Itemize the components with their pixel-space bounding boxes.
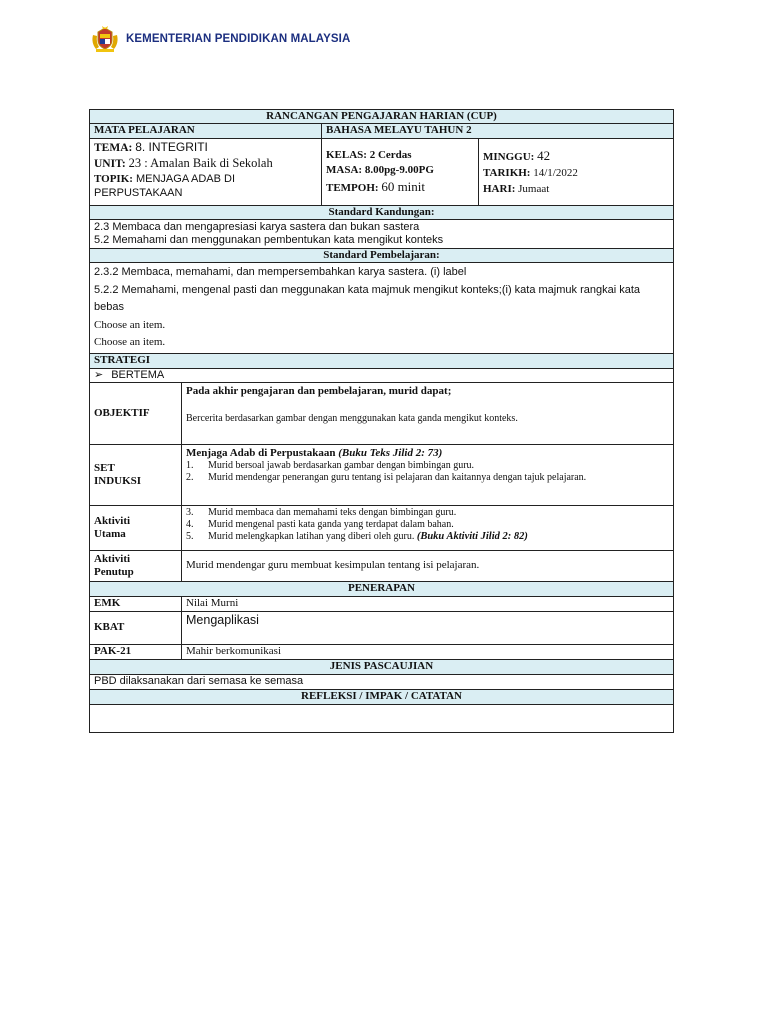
- masa-value: 8.00pg-9.00PG: [364, 163, 434, 176]
- emk-value: Nilai Murni: [182, 596, 674, 611]
- lesson-plan-table: [89, 109, 674, 733]
- set-induksi-label: [90, 444, 182, 505]
- sk-line: 5.2 Memahami dan menggunakan pembentukan kata mengikut konteks: [94, 234, 444, 246]
- subject-value: BAHASA MELAYU TAHUN 2: [322, 124, 674, 139]
- sk-heading: Standard Kandungan:: [90, 206, 674, 220]
- list-item: [186, 531, 669, 543]
- refleksi-field[interactable]: [90, 704, 674, 732]
- aktiviti-utama-content: [182, 505, 674, 550]
- refleksi-heading: REFLEKSI / IMPAK / CATATAN: [90, 689, 674, 704]
- set-induksi-content: [182, 444, 674, 505]
- choose-item-1[interactable]: Choose an item.: [94, 318, 166, 331]
- pak21-label: PAK-21: [90, 644, 182, 659]
- penutup-text: Murid mendengar guru membuat kesimpulan tentang isi pelajaran.: [182, 550, 674, 581]
- page-header: [90, 24, 350, 54]
- item-text: Murid membaca dan memahami teks dengan bimbingan guru.: [208, 506, 457, 518]
- hari-value: Jumaat: [518, 182, 550, 195]
- minggu-value: 42: [537, 147, 551, 163]
- masa-label: MASA:: [326, 163, 363, 176]
- ministry-name: KEMENTERIAN PENDIDIKAN MALAYSIA: [126, 33, 351, 45]
- penerapan-heading: PENERAPAN: [90, 581, 674, 596]
- minggu-label: MINGGU:: [483, 150, 535, 163]
- sp-heading: Standard Pembelajaran:: [90, 249, 674, 263]
- item-number: 3.: [186, 506, 194, 518]
- set-ref: (Buku Teks Jilid 2: 73): [338, 446, 443, 459]
- utama-label-line: Utama: [94, 527, 126, 540]
- item-number: 4.: [186, 518, 194, 530]
- sk-content: [90, 220, 674, 249]
- aktiviti-utama-label: [90, 505, 182, 550]
- class-time-cell: [322, 139, 479, 206]
- utama-list: [186, 507, 669, 543]
- sp-line: 5.2.2 Memahami, mengenal pasti dan meggunakan kata majmuk mengikut konteks;(i) kata majmuk rangkai kata bebas: [94, 283, 640, 313]
- item-text: Murid mengenal pasti kata ganda yang terdapat dalam bahan.: [208, 518, 454, 530]
- kbat-label: KBAT: [90, 611, 182, 644]
- tema-label: TEMA:: [94, 142, 133, 154]
- objektif-label: OBJEKTIF: [90, 382, 182, 444]
- malaysia-coat-of-arms-icon: [90, 25, 120, 53]
- list-item: [186, 460, 669, 472]
- pascaujian-value: PBD dilaksanakan dari semasa ke semasa: [90, 674, 674, 689]
- subject-label: MATA PELAJARAN: [90, 124, 322, 139]
- aktiviti-penutup-label: [90, 550, 182, 581]
- emk-label: EMK: [90, 596, 182, 611]
- sk-line: 2.3 Membaca dan mengapresiasi karya sastera dan bukan sastera: [94, 221, 420, 233]
- item-text: Murid mendengar penerangan guru tentang isi pelajaran dan kaitannya dengan tajuk pelajaran.: [208, 471, 587, 483]
- item-text: Murid melengkapkan latihan yang diberi oleh guru.: [208, 530, 415, 542]
- objektif-content: [182, 382, 674, 444]
- choose-item-2[interactable]: Choose an item.: [94, 336, 166, 348]
- kbat-value: Mengaplikasi: [182, 611, 674, 644]
- tempoh-label: TEMPOH:: [326, 181, 379, 194]
- aktiviti-label-line: Aktiviti: [94, 552, 131, 565]
- plan-title: RANCANGAN PENGAJARAN HARIAN (CUP): [90, 110, 674, 124]
- list-item: [186, 507, 669, 519]
- tempoh-value: 60 minit: [381, 178, 426, 194]
- list-item: [186, 519, 669, 531]
- hari-label: HARI:: [483, 182, 516, 195]
- tarikh-value: 14/1/2022: [533, 166, 578, 179]
- week-date-day-cell: [479, 139, 674, 206]
- kelas-label: KELAS:: [326, 148, 367, 161]
- item-number: 5.: [186, 530, 194, 542]
- topik-value: MENJAGA ADAB DI PERPUSTAKAAN: [94, 173, 236, 199]
- set-heading: Menjaga Adab di Perpustakaan: [186, 446, 336, 459]
- tema-value: 8. INTEGRITI: [135, 140, 208, 154]
- aktiviti-label-line: Aktiviti: [94, 514, 131, 527]
- penutup-label-line: Penutup: [94, 565, 134, 578]
- item-ref: (Buku Aktiviti Jilid 2: 82): [416, 530, 528, 542]
- objektif-intro: Pada akhir pengajaran dan pembelajaran, murid dapat;: [186, 384, 452, 397]
- unit-label: UNIT:: [94, 158, 126, 170]
- list-item: [186, 472, 669, 484]
- set-label-line: SET: [94, 461, 115, 474]
- unit-value: 23 : Amalan Baik di Sekolah: [128, 156, 273, 170]
- kelas-value: 2 Cerdas: [369, 148, 412, 161]
- arrow-bullet-icon: ➢: [94, 368, 104, 381]
- set-list: [186, 460, 669, 484]
- sp-line: 2.3.2 Membaca, memahami, dan mempersembahkan karya sastera. (i) label: [94, 266, 467, 278]
- pascaujian-heading: JENIS PASCAUJIAN: [90, 659, 674, 674]
- topik-label: TOPIK:: [94, 173, 133, 185]
- induksi-label-line: INDUKSI: [94, 474, 142, 487]
- item-text: Murid bersoal jawab berdasarkan gambar dengan bimbingan guru.: [208, 459, 475, 471]
- objektif-text: Bercerita berdasarkan gambar dengan menggunakan kata ganda mengikut konteks.: [186, 412, 518, 424]
- pak21-value: Mahir berkomunikasi: [182, 644, 674, 659]
- tarikh-label: TARIKH:: [483, 166, 531, 179]
- theme-unit-topic-cell: [90, 139, 322, 206]
- sp-content: [90, 263, 674, 354]
- strategi-value: BERTEMA: [111, 368, 165, 381]
- strategi-row: [90, 368, 674, 382]
- item-number: 1.: [186, 459, 194, 471]
- strategi-heading: STRATEGI: [90, 353, 674, 368]
- item-number: 2.: [186, 471, 194, 483]
